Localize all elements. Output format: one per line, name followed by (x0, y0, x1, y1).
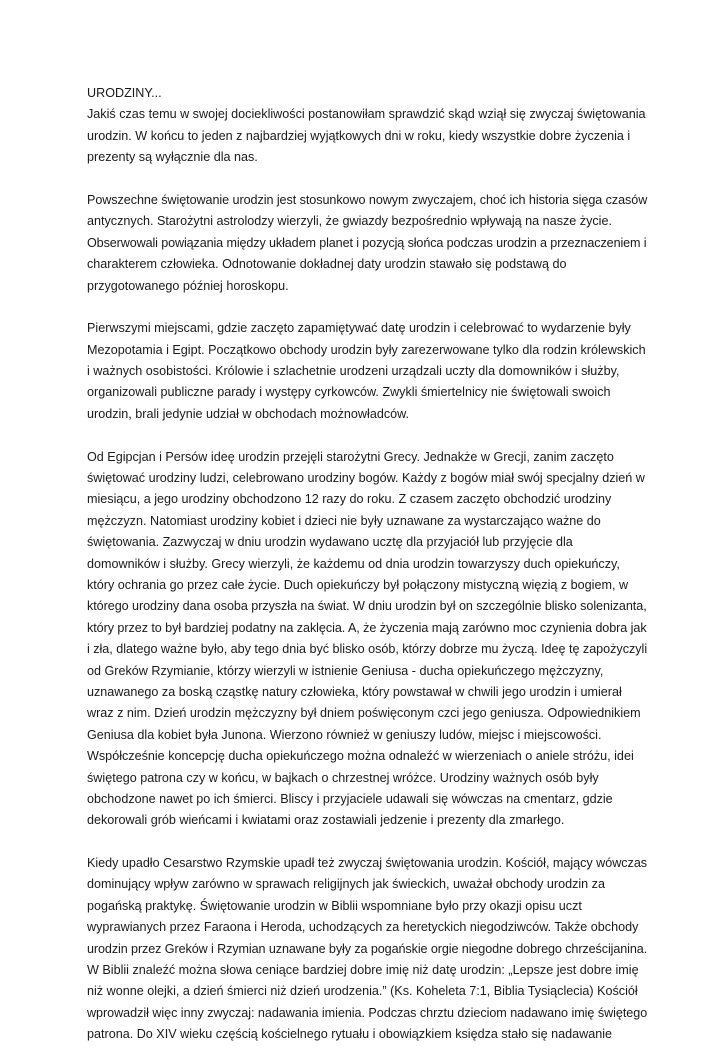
text-line: antycznych. Starożytni astrolodzy wierzyli, że gwiazdy bezpośrednio wpływają na nasze życie. (87, 214, 612, 229)
text-line: urodzin. W końcu to jeden z najbardziej wyjątkowych dni w roku, kiedy wszystkie dobre życzenia i (87, 128, 631, 143)
document-title: URODZINY... (87, 86, 162, 100)
paragraph-gap (87, 832, 647, 853)
text-line: dekorowali grób wieńcami i kwiatami oraz zostawiali jedzenie i prezenty dla zmarłego. (87, 813, 565, 828)
text-line: świętowania. Zazwyczaj w dniu urodzin wydawano ucztę dla przyjaciół lub przyjęcie dla (87, 535, 573, 550)
text-line: charakterem człowieka. Odnotowanie dokładnej daty urodzin stawało się podstawą do (87, 257, 567, 272)
text-line: Pierwszymi miejscami, gdzie zaczęto zapamiętywać datę urodzin i celebrować to wydarzenie były (87, 321, 631, 336)
text-line: Współcześnie koncepcję ducha opiekuńczego można odnaleźć w wierzeniach o aniele stróżu, idei (87, 749, 634, 764)
paragraph-gap (87, 169, 647, 190)
paragraph (87, 104, 647, 168)
text-line: od Greków Rzymianie, którzy wierzyli w istnienie Geniusa - ducha opiekuńczego mężczyzny, (87, 663, 604, 678)
text-line: pogańską praktykę. Świętowanie urodzin w Biblii wspomniane było przy okazji opisu uczt (87, 898, 582, 913)
text-line: prezenty są wyłącznie dla nas. (87, 150, 258, 165)
paragraph (87, 190, 647, 297)
text-line: Geniusa dla kobiet była Junona. Wierzono również w geniuszy ludów, miejsc i miejscowości. (87, 727, 602, 742)
text-line: obchodzone nawet po ich śmierci. Bliscy i przyjaciele udawali się wówczas na cmentarz, gdzie (87, 791, 613, 806)
text-line: niż wonne olejki, a dzień śmierci niż dzień urodzenia.” (Ks. Koheleta 7:1, Biblia Tysiąclecia) Kościół (87, 984, 638, 999)
text-line: Jakiś czas temu w swojej dociekliwości postanowiłam sprawdzić skąd wziął się zwyczaj świętowania (87, 107, 646, 122)
text-line: świętować urodziny ludzi, celebrowano urodziny bogów. Każdy z bogów miał swój specjalny dzień w (87, 471, 645, 486)
text-line: wraz z nim. Dzień urodzin mężczyzny był dniem poświęconym czci jego geniusza. Odpowiednikiem (87, 706, 641, 721)
document-body (87, 83, 647, 1046)
text-line: Powszechne świętowanie urodzin jest stosunkowo nowym zwyczajem, choć ich historia sięga czasów (87, 192, 648, 207)
text-line: przygotowanego później horoskopu. (87, 278, 289, 293)
paragraph (87, 318, 647, 425)
paragraph-gap (87, 297, 647, 318)
text-line: wyprawianych przez Faraona i Heroda, uchodzących za heretyckich niegodziwców. Także obchody (87, 920, 639, 935)
text-line: Kiedy upadło Cesarstwo Rzymskie upadł też zwyczaj świętowania urodzin. Kościół, mający wówczas (87, 856, 648, 871)
text-line: który przez to był bardziej podatny na zaklęcia. A, że życzenia mają zarówno moc czynienia dobra jak (87, 620, 647, 635)
text-line: urodzin przez Greków i Rzymian uznawane były za pogańskie orgie niegodne dobrego chrześcijanina. (87, 941, 648, 956)
text-line: miesiącu, a jego urodziny obchodzono 12 razy do roku. Z czasem zaczęto obchodzić urodziny (87, 492, 612, 507)
paragraph (87, 447, 647, 832)
text-line: dominujący wpływ zarówno w sprawach religijnych jak świeckich, uważał obchody urodzin za (87, 877, 605, 892)
text-line: który ochrania go przez całe życie. Duch opiekuńczy był połączony mistyczną więzią z bogiem, w (87, 577, 629, 592)
text-line: domowników i służby. Grecy wierzyli, że każdemu od dnia urodzin towarzyszy duch opiekuńczy, (87, 556, 620, 571)
text-line: organizowali publiczne parady i występy cyrkowców. Zwykli śmiertelnicy nie świętowali swoich (87, 385, 611, 400)
text-line: świętego patrona czy w końcu, w bajkach o chrzestnej wróżce. Urodziny ważnych osób były (87, 770, 599, 785)
text-line: Od Egipcjan i Persów ideę urodzin przejęli starożytni Grecy. Jednakże w Grecji, zanim zaczęto (87, 449, 614, 464)
text-line: którego urodziny dana osoba przyszła na świat. W dniu urodzin był on szczególnie blisko solenizanta, (87, 599, 647, 614)
text-line: i ważnych osobistości. Królowie i szlachetnie urodzeni urządzali uczty dla domowników i służby, (87, 364, 620, 379)
text-line: mężczyzn. Natomiast urodziny kobiet i dzieci nie były uznawane za wystarczająco ważne do (87, 513, 601, 528)
paragraph-gap (87, 425, 647, 446)
text-line: patrona. Do XIV wieku częścią kościelnego rytuału i obowiązkiem księdza stało się nadawanie (87, 1027, 613, 1042)
text-line: W Biblii znaleźć można słowa ceniące bardziej dobre imię niż datę urodzin: „Lepsze jest dobre imię (87, 963, 639, 978)
text-line: Obserwowali powiązania między układem planet i pozycją słońca podczas urodzin a przeznaczeniem i (87, 235, 647, 250)
text-line: uznawanego za boską cząstkę natury człowieka, który powstawał w chwili jego urodzin i umierał (87, 684, 622, 699)
text-line: i zła, dlatego ważne było, aby tego dnia być blisko osób, którzy dobrze mu życzą. Ideę tę zapożyczyli (87, 642, 648, 657)
text-line: urodzin, brali jedynie udział w obchodach możnowładców. (87, 406, 410, 421)
paragraph (87, 853, 647, 1046)
text-line: Mezopotamia i Egipt. Początkowo obchody urodzin były zarezerwowane tylko dla rodzin królewskich (87, 342, 646, 357)
text-line: wprowadził więc inny zwyczaj: nadawania imienia. Podczas chrztu dzieciom nadawano imię świętego (87, 1005, 648, 1020)
